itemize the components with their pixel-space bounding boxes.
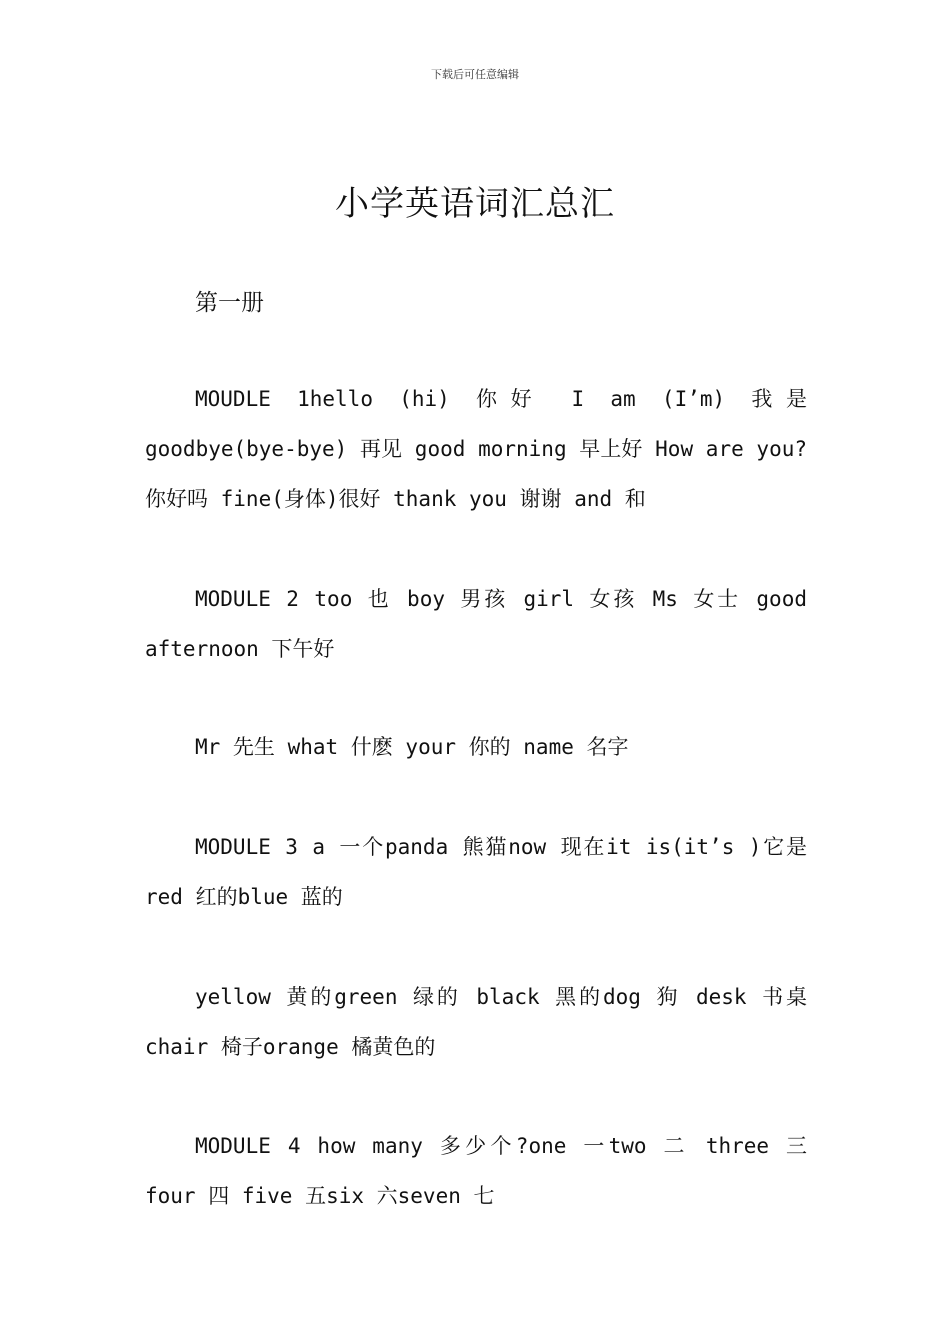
header-note: 下载后可任意编辑	[431, 68, 519, 81]
paragraph-module-4: MODULE 4 how many 多少个?one 一two 二 three 三 four 四 five 五six 六seven 七	[145, 1134, 807, 1208]
paragraph-module-2: MODULE 2 too 也 boy 男孩 girl 女孩 Ms 女士 good afternoon 下午好	[145, 587, 807, 661]
volume-heading: 第一册	[195, 290, 264, 316]
paragraph-module-3: MODULE 3 a 一个panda 熊猫now 现在it is(it’s )它是red 红的blue 蓝的	[145, 835, 807, 909]
paragraph-module-3-cont: yellow 黄的green 绿的 black 黑的dog 狗 desk 书桌chair 椅子orange 橘黄色的	[145, 985, 807, 1059]
paragraph-module-1: MOUDLE 1hello (hi) 你好 I am (I’m) 我是 goodbye(bye-bye) 再见 good morning 早上好 How are you? 你好吗 fine(身体)很好 thank you 谢谢 and 和	[145, 387, 807, 511]
paragraph-module-2-cont: Mr 先生 what 什麽 your 你的 name 名字	[195, 735, 629, 759]
document-title: 小学英语词汇总汇	[335, 184, 615, 224]
